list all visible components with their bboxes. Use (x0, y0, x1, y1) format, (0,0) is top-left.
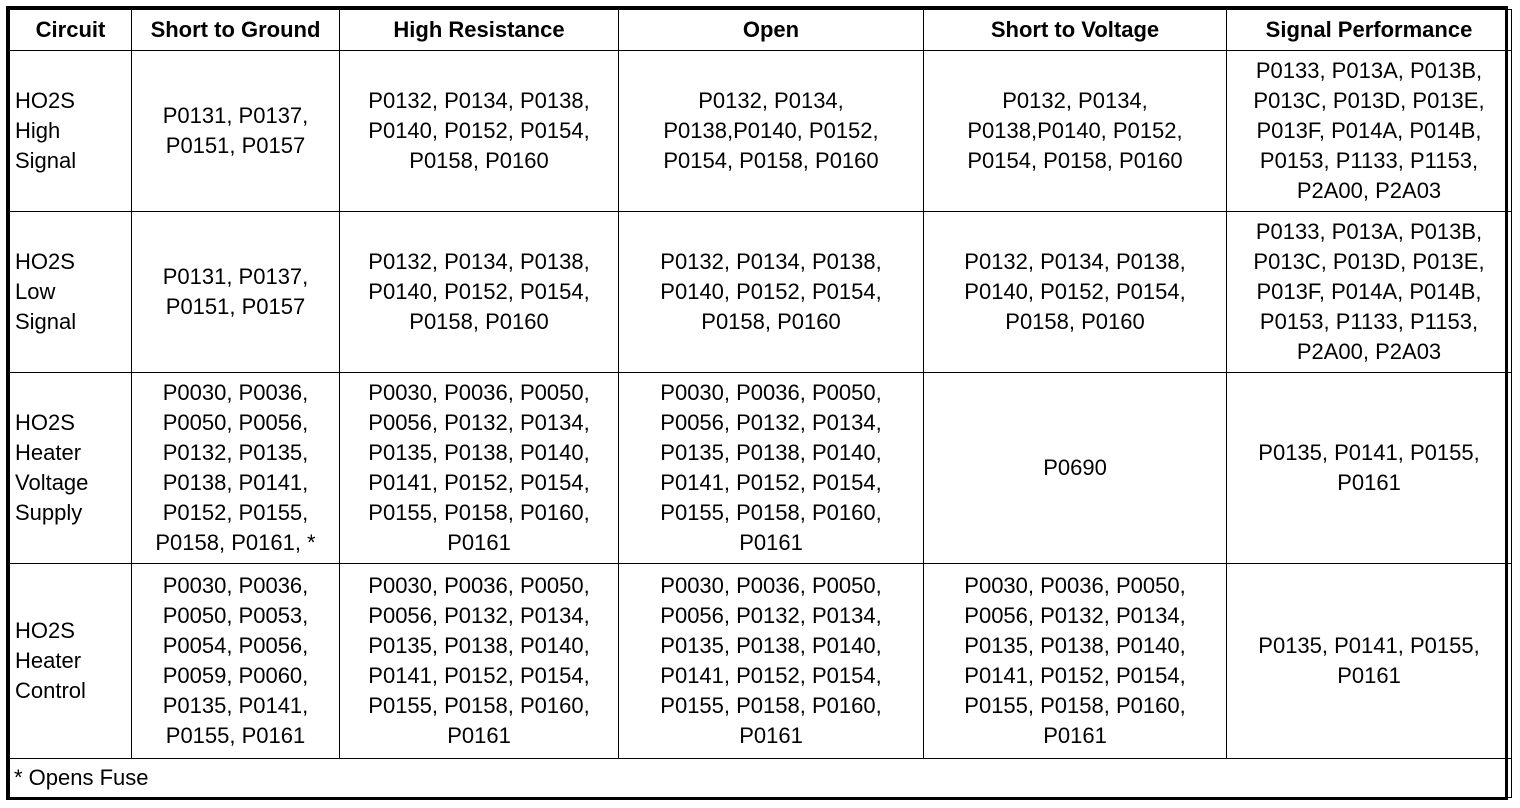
short-to-voltage-cell: P0690 (924, 373, 1227, 564)
short-to-voltage-cell: P0030, P0036, P0050, P0056, P0132, P0134, P0135, P0138, P0140, P0141, P0152, P0154, P0155, P0158, P0160, P0161 (924, 564, 1227, 759)
circuit-cell: HO2S High Signal (10, 51, 132, 212)
dtc-table-container (6, 6, 1508, 800)
table-header-row (10, 10, 1512, 51)
high-resistance-cell: P0030, P0036, P0050, P0056, P0132, P0134, P0135, P0138, P0140, P0141, P0152, P0154, P0155, P0158, P0160, P0161 (340, 564, 619, 759)
header-high-resistance: High Resistance (340, 10, 619, 51)
circuit-cell: HO2S Heater Control (10, 564, 132, 759)
table-row (10, 373, 1512, 564)
table-row (10, 51, 1512, 212)
dtc-circuit-table (9, 9, 1512, 798)
open-cell: P0132, P0134, P0138,P0140, P0152, P0154, P0158, P0160 (619, 51, 924, 212)
circuit-cell: HO2S Low Signal (10, 212, 132, 373)
signal-performance-cell: P0133, P013A, P013B, P013C, P013D, P013E, P013F, P014A, P014B, P0153, P1133, P1153, P2A00, P2A03 (1227, 51, 1512, 212)
header-circuit: Circuit (10, 10, 132, 51)
short-to-voltage-cell: P0132, P0134, P0138, P0140, P0152, P0154, P0158, P0160 (924, 212, 1227, 373)
header-open: Open (619, 10, 924, 51)
high-resistance-cell: P0030, P0036, P0050, P0056, P0132, P0134, P0135, P0138, P0140, P0141, P0152, P0154, P0155, P0158, P0160, P0161 (340, 373, 619, 564)
open-cell: P0030, P0036, P0050, P0056, P0132, P0134, P0135, P0138, P0140, P0141, P0152, P0154, P0155, P0158, P0160, P0161 (619, 373, 924, 564)
short-to-voltage-cell: P0132, P0134, P0138,P0140, P0152, P0154, P0158, P0160 (924, 51, 1227, 212)
signal-performance-cell: P0133, P013A, P013B, P013C, P013D, P013E, P013F, P014A, P014B, P0153, P1133, P1153, P2A00, P2A03 (1227, 212, 1512, 373)
high-resistance-cell: P0132, P0134, P0138, P0140, P0152, P0154, P0158, P0160 (340, 51, 619, 212)
short-to-ground-cell: P0131, P0137, P0151, P0157 (132, 212, 340, 373)
signal-performance-cell: P0135, P0141, P0155, P0161 (1227, 564, 1512, 759)
table-row (10, 212, 1512, 373)
footnote-opens-fuse: * Opens Fuse (10, 759, 1512, 798)
header-short-to-voltage: Short to Voltage (924, 10, 1227, 51)
circuit-cell: HO2S Heater Voltage Supply (10, 373, 132, 564)
header-short-to-ground: Short to Ground (132, 10, 340, 51)
short-to-ground-cell: P0030, P0036, P0050, P0053, P0054, P0056, P0059, P0060, P0135, P0141, P0155, P0161 (132, 564, 340, 759)
open-cell: P0030, P0036, P0050, P0056, P0132, P0134, P0135, P0138, P0140, P0141, P0152, P0154, P0155, P0158, P0160, P0161 (619, 564, 924, 759)
open-cell: P0132, P0134, P0138, P0140, P0152, P0154, P0158, P0160 (619, 212, 924, 373)
signal-performance-cell: P0135, P0141, P0155, P0161 (1227, 373, 1512, 564)
high-resistance-cell: P0132, P0134, P0138, P0140, P0152, P0154, P0158, P0160 (340, 212, 619, 373)
short-to-ground-cell: P0131, P0137, P0151, P0157 (132, 51, 340, 212)
table-row (10, 564, 1512, 759)
short-to-ground-cell: P0030, P0036, P0050, P0056, P0132, P0135, P0138, P0141, P0152, P0155, P0158, P0161, * (132, 373, 340, 564)
footnote-row (10, 759, 1512, 798)
header-signal-performance: Signal Performance (1227, 10, 1512, 51)
